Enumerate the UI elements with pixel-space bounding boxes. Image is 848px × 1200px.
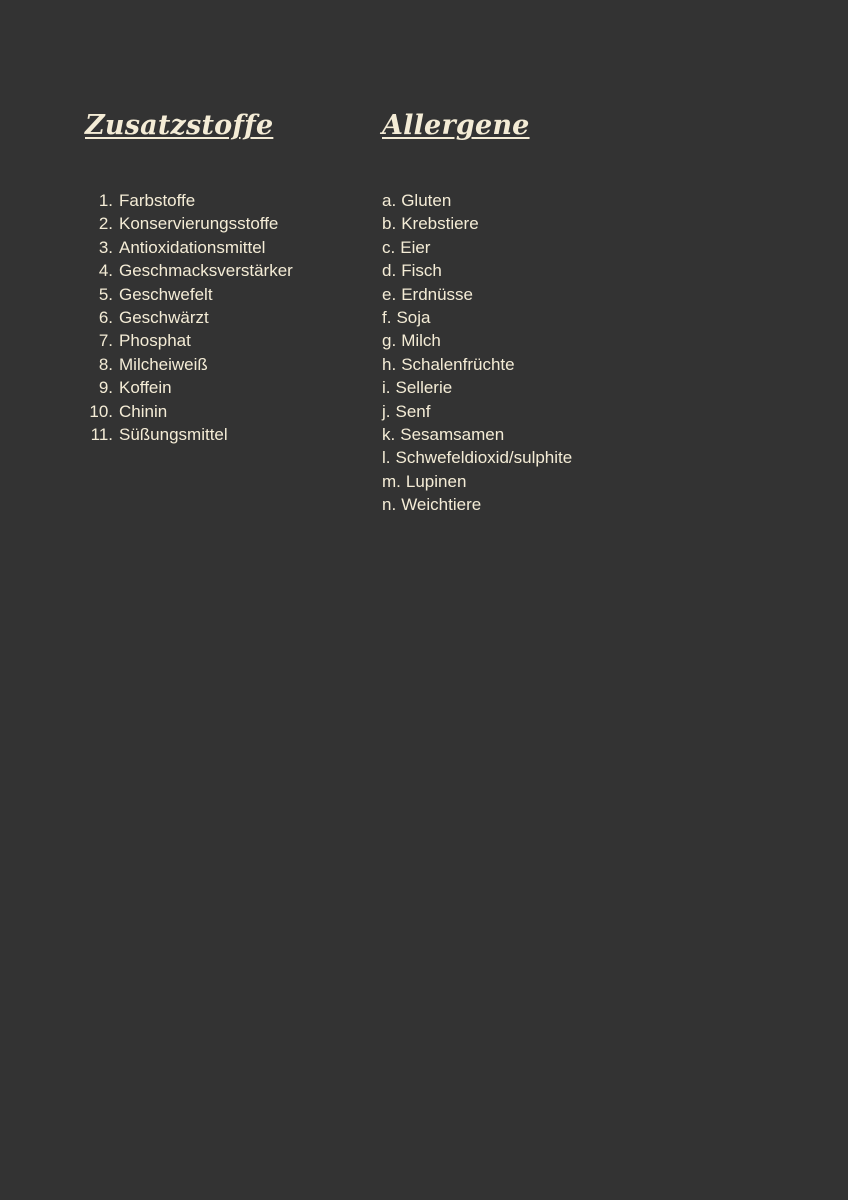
- list-label: Süßungsmittel: [119, 425, 228, 445]
- list-label: Schalenfrüchte: [401, 354, 515, 374]
- list-label: Senf: [395, 401, 431, 421]
- list-marker: 1.: [98, 191, 113, 210]
- list-label: Soja: [396, 308, 431, 328]
- list-marker: 4.: [98, 261, 113, 281]
- list-label: Erdnüsse: [401, 284, 474, 304]
- list-marker: g.: [382, 331, 397, 351]
- list-marker: b.: [382, 214, 397, 234]
- list-label: Gluten: [401, 191, 452, 210]
- list-marker: 5.: [98, 284, 113, 304]
- list-marker: 10.: [89, 401, 113, 421]
- list-item: [382, 259, 572, 282]
- list-marker: 6.: [98, 308, 113, 328]
- list-label: Farbstoffe: [119, 191, 196, 210]
- list-label: Chinin: [119, 401, 168, 421]
- list-label: Weichtiere: [401, 495, 482, 515]
- list-item: [382, 329, 572, 352]
- list-label: Sesamsamen: [400, 425, 505, 445]
- list-label: Sellerie: [395, 378, 453, 398]
- list-item: [382, 470, 572, 493]
- list-item: [382, 236, 572, 259]
- list-label: Phosphat: [119, 331, 191, 351]
- list-marker: 7.: [98, 331, 113, 351]
- list-item: [382, 423, 572, 446]
- list-marker: e.: [382, 284, 397, 304]
- list-item: [382, 353, 572, 376]
- list-label: Eier: [400, 237, 431, 257]
- list-item: [85, 236, 293, 259]
- list-marker: c.: [382, 237, 396, 257]
- list-item: [85, 189, 293, 212]
- list-item: [382, 212, 572, 235]
- list-marker: 9.: [98, 378, 113, 398]
- list-label: Milch: [401, 331, 441, 351]
- list-marker: a.: [382, 191, 397, 210]
- list-marker: k.: [382, 425, 396, 445]
- list-item: [382, 446, 572, 469]
- list-item: [85, 376, 293, 399]
- list-item: [382, 306, 572, 329]
- list-item: [382, 189, 572, 212]
- allergens-heading: Allergene: [382, 110, 530, 141]
- list-item: [382, 283, 572, 306]
- allergens-section: [382, 108, 802, 515]
- list-marker: h.: [382, 354, 397, 374]
- list-label: Geschwefelt: [119, 284, 213, 304]
- list-marker: f.: [382, 308, 392, 328]
- list-label: Schwefeldioxid/sulphite: [395, 448, 573, 468]
- list-item: [85, 306, 293, 329]
- list-marker: d.: [382, 261, 397, 281]
- list-marker: m.: [382, 471, 401, 491]
- additives-heading: Zusatzstoffe: [85, 110, 274, 141]
- list-label: Antioxidationsmittel: [119, 237, 266, 257]
- list-marker: l.: [382, 448, 391, 468]
- list-label: Koffein: [119, 378, 172, 398]
- list-marker: 11.: [90, 425, 113, 445]
- list-label: Fisch: [401, 261, 442, 281]
- list-label: Geschwärzt: [119, 308, 209, 328]
- list-item: [382, 493, 572, 516]
- list-marker: 2.: [98, 214, 113, 234]
- list-marker: j.: [382, 401, 391, 421]
- list-item: [85, 423, 293, 446]
- list-marker: 8.: [98, 354, 113, 374]
- list-item: [382, 400, 572, 423]
- list-label: Krebstiere: [401, 214, 479, 234]
- list-label: Lupinen: [405, 471, 467, 491]
- list-item: [382, 376, 572, 399]
- list-item: [85, 259, 293, 282]
- list-marker: i.: [382, 378, 391, 398]
- additives-section: [85, 108, 365, 445]
- list-item: [85, 353, 293, 376]
- additives-list: [85, 189, 293, 446]
- list-item: [85, 329, 293, 352]
- list-item: [85, 212, 293, 235]
- list-item: [85, 283, 293, 306]
- list-label: Konservierungsstoffe: [119, 214, 279, 234]
- list-label: Milcheiweiß: [119, 354, 208, 374]
- list-marker: n.: [382, 495, 397, 515]
- list-marker: 3.: [98, 237, 113, 257]
- allergens-list: [382, 189, 572, 517]
- list-item: [85, 400, 293, 423]
- list-label: Geschmacksverstärker: [119, 261, 293, 281]
